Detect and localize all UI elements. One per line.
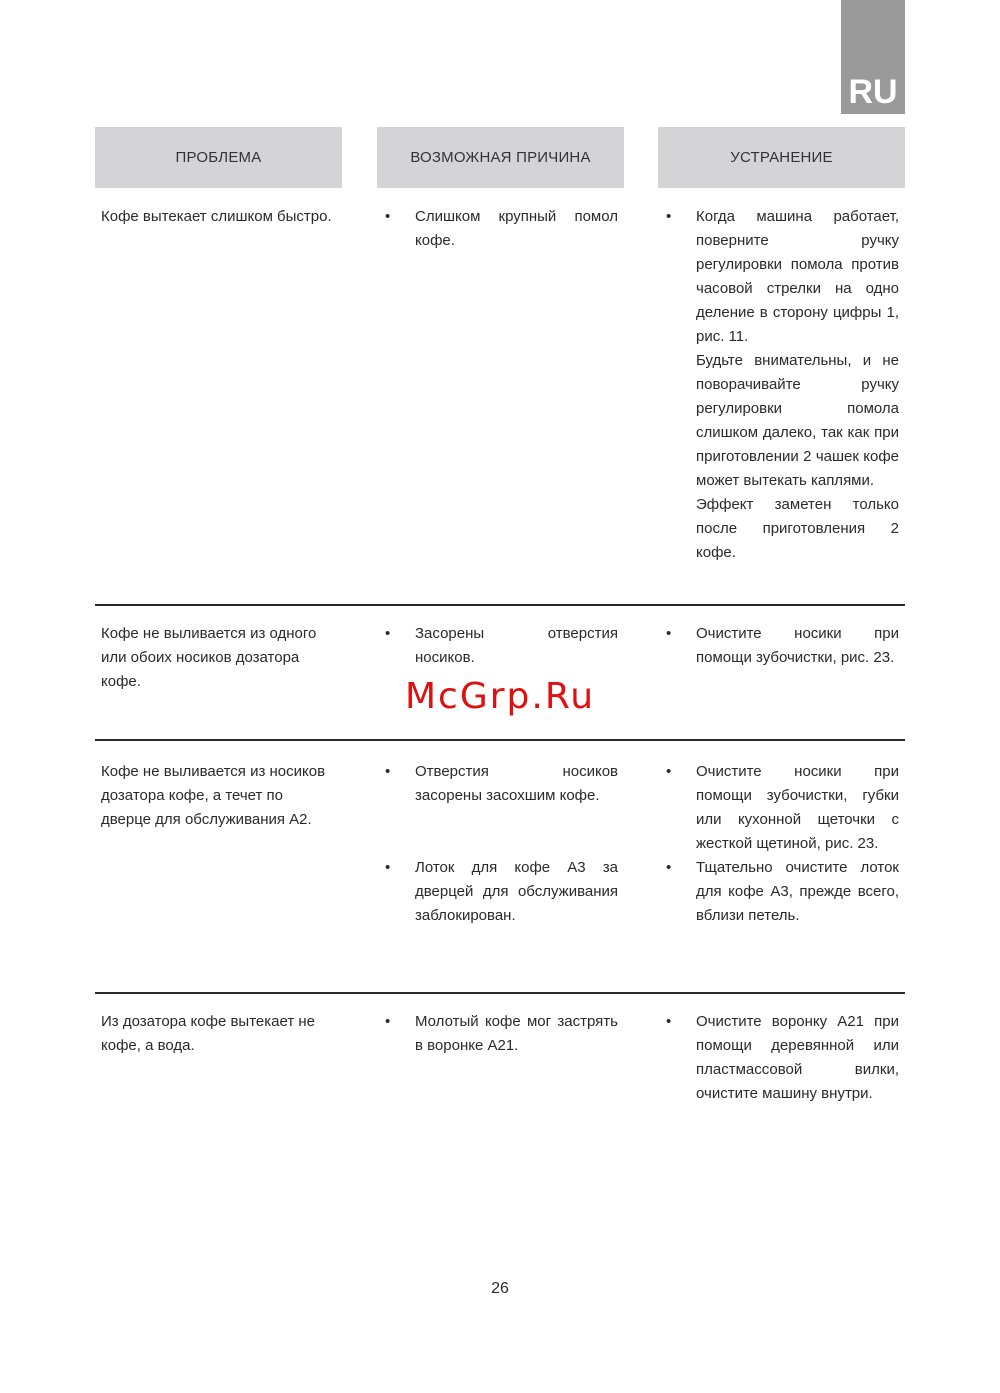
cause-item <box>385 760 618 832</box>
bullet: • <box>666 763 672 780</box>
bullet: • <box>666 625 672 642</box>
header-cause: ВОЗМОЖНАЯ ПРИЧИНА <box>377 127 624 188</box>
cause-text: Отверстия носиков засорены засохшим кофе. <box>415 763 618 804</box>
language-code: RU <box>848 73 898 111</box>
bullet: • <box>666 208 672 225</box>
cause-item <box>385 1010 618 1058</box>
fix-text: Очистите воронку А21 при помощи деревянной или пластмассовой вилки, очистите машину внутри. <box>696 1013 899 1102</box>
fix-text: Очистите носики при помощи зубочистки, рис. 23. <box>696 625 899 666</box>
row-2-fixes <box>666 622 899 670</box>
cause-text: Слишком крупный помол кофе. <box>415 208 618 249</box>
fix-item <box>666 856 899 928</box>
fix-text: Когда машина работает, поверните ручку регулировки помола против часовой стрелки на одно деление в сторону цифры 1, рис. 11. <box>696 208 899 345</box>
cause-text: Молотый кофе мог застрять в воронке А21. <box>415 1013 618 1054</box>
bullet: • <box>385 763 391 780</box>
cause-item <box>385 622 618 670</box>
header-fix: УСТРАНЕНИЕ <box>658 127 905 188</box>
bullet: • <box>666 1013 672 1030</box>
row-4-fixes <box>666 1010 899 1106</box>
fix-item <box>666 622 899 670</box>
row-1-problem: Кофе вытекает слишком быстро. <box>101 208 332 225</box>
cause-item <box>385 856 618 928</box>
row-divider <box>95 992 905 994</box>
cause-text: Засорены отверстия носиков. <box>415 625 618 666</box>
language-tab <box>841 0 905 114</box>
fix-item <box>666 1010 899 1106</box>
bullet: • <box>385 859 391 876</box>
row-1-fixes <box>666 205 899 565</box>
row-2-problem: Кофе не выливается из одного или обоих носиков дозатора кофе. <box>101 625 317 690</box>
bullet: • <box>385 1013 391 1030</box>
row-1-causes <box>385 205 618 253</box>
row-4-problem: Из дозатора кофе вытекает не кофе, а вода. <box>101 1013 315 1054</box>
bullet: • <box>666 859 672 876</box>
fix-text: Эффект заметен только после приготовления 2 кофе. <box>696 496 899 561</box>
fix-text: Очистите носики при помощи зубочистки, губки или кухонной щеточки с жесткой щетиной, рис. 23. <box>696 763 899 852</box>
row-3-problem: Кофе не выливается из носиков дозатора кофе, а течет по дверце для обслуживания А2. <box>101 763 326 828</box>
fix-text: Будьте внимательны, и не поворачивайте ручку регулировки помола слишком далеко, так как при приготовлении 2 чашек кофе может вытекать каплями. <box>696 352 899 489</box>
watermark: McGrp.Ru <box>404 676 596 717</box>
cause-text: Лоток для кофе А3 за дверцей для обслуживания заблокирован. <box>415 859 618 924</box>
page-number: 26 <box>491 1280 509 1297</box>
fix-item <box>666 205 899 565</box>
row-2-causes <box>385 622 618 670</box>
fix-item <box>666 760 899 856</box>
bullet: • <box>385 208 391 225</box>
row-divider <box>95 604 905 606</box>
row-3-causes <box>385 760 618 928</box>
cause-item <box>385 205 618 253</box>
bullet: • <box>385 625 391 642</box>
row-divider <box>95 739 905 741</box>
row-3-fixes <box>666 760 899 928</box>
row-4-causes <box>385 1010 618 1058</box>
fix-text: Тщательно очистите лоток для кофе А3, прежде всего, вблизи петель. <box>696 859 899 924</box>
header-problem: ПРОБЛЕМА <box>95 127 342 188</box>
